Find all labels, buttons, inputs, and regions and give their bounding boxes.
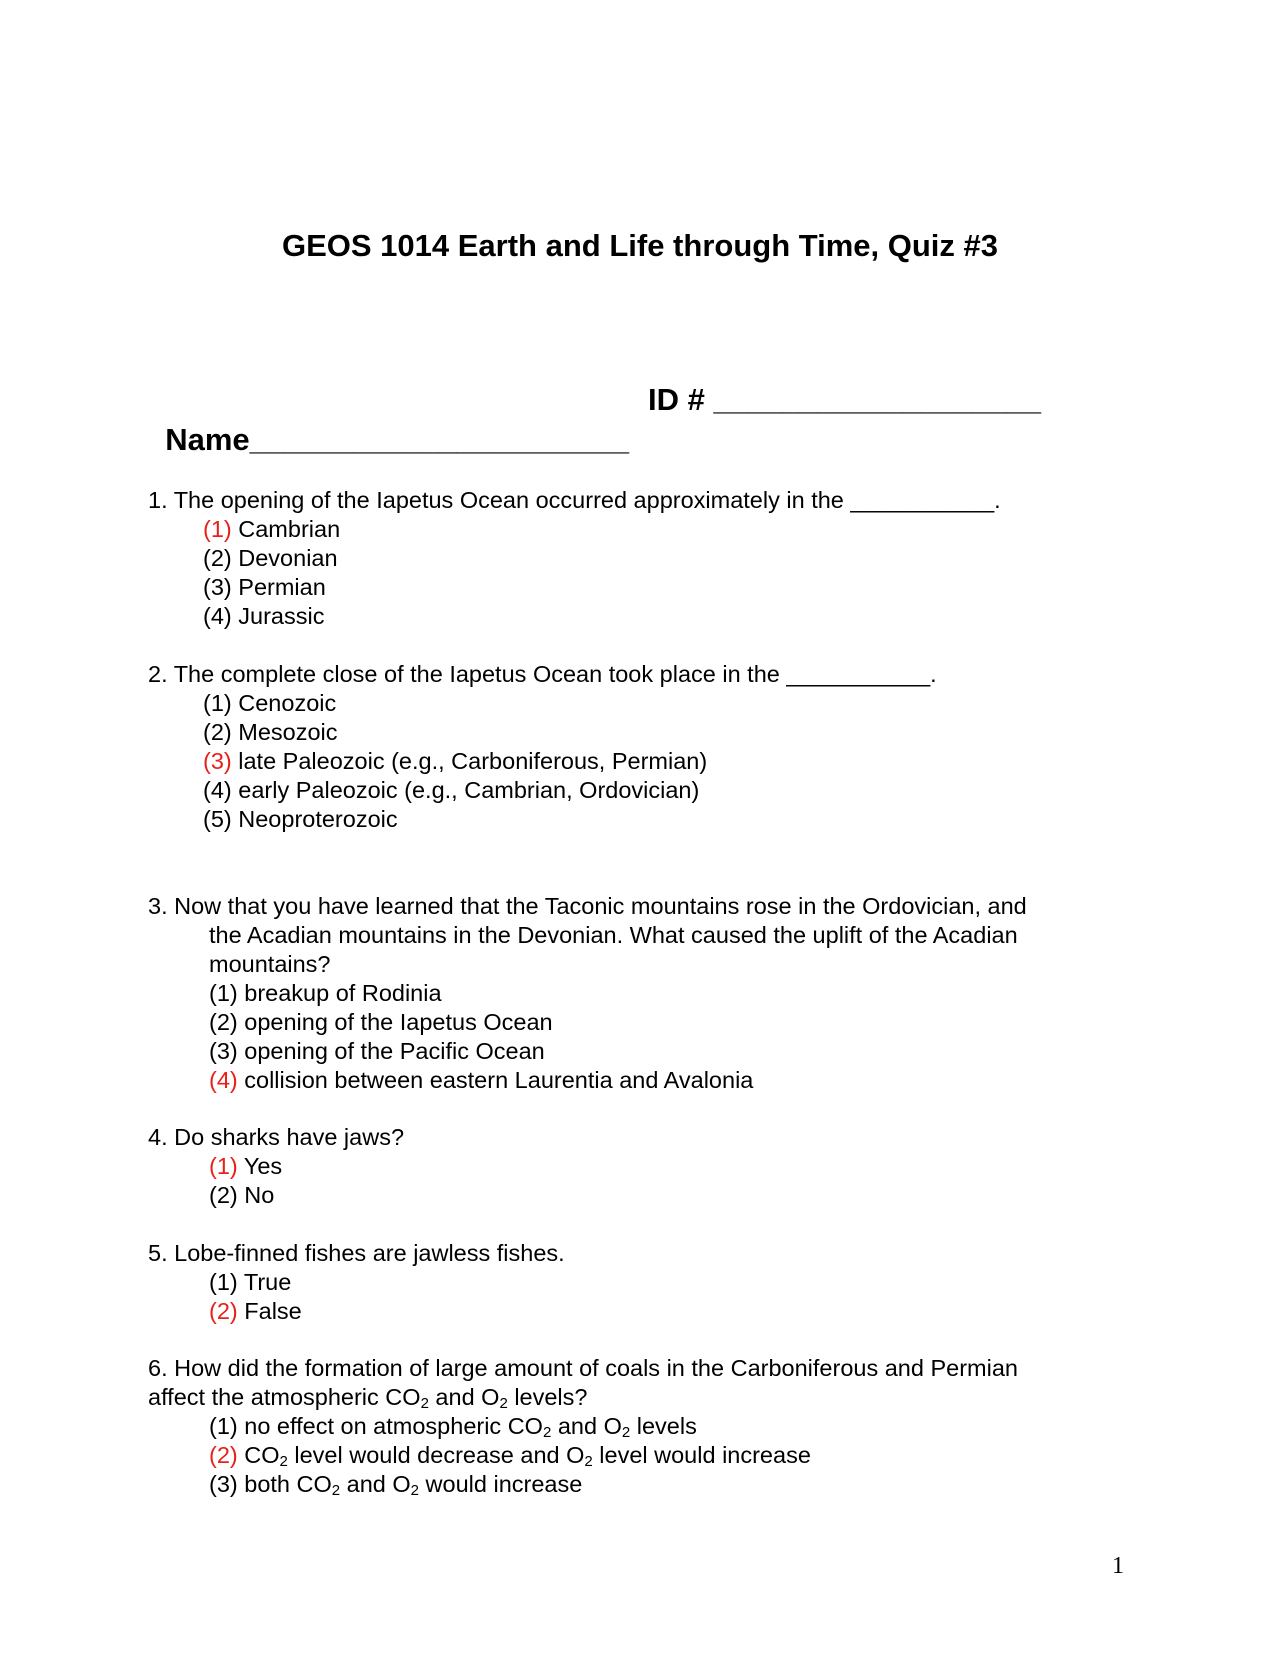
option-number: (3) xyxy=(203,748,232,774)
option-text: Cambrian xyxy=(231,516,341,542)
option xyxy=(148,718,1148,747)
option-number: (1) xyxy=(203,690,232,716)
option-text: Jurassic xyxy=(231,603,325,629)
question-4 xyxy=(148,1123,1148,1210)
question-stem: 4. Do sharks have jaws? xyxy=(148,1124,405,1150)
name-label: Name xyxy=(165,422,250,457)
option-number: (4) xyxy=(203,603,232,629)
option xyxy=(148,1181,1148,1210)
option xyxy=(148,747,1148,776)
option-text: late Paleozoic (e.g., Carboniferous, Permian) xyxy=(231,748,708,774)
question-stem: 6. How did the formation of large amount of coals in the Carboniferous and Permian xyxy=(148,1355,1018,1381)
option-number: (3) xyxy=(209,1471,238,1497)
question-stem-continuation: affect the atmospheric $CO_2$ and $O_2$ levels? xyxy=(148,1384,588,1412)
option-text: early Paleozoic (e.g., Cambrian, Ordovician) xyxy=(231,777,700,803)
option-text: Neoproterozoic xyxy=(231,806,398,832)
option-text: opening of the Pacific Ocean xyxy=(237,1038,545,1064)
option-number: (2) xyxy=(209,1298,238,1324)
page-number: 1 xyxy=(1112,1553,1124,1579)
option-text: True xyxy=(237,1269,292,1295)
question-6 xyxy=(148,1354,1148,1499)
option-number: (1) xyxy=(209,1269,238,1295)
option-text: No xyxy=(237,1182,275,1208)
option-number: (2) xyxy=(203,545,232,571)
option xyxy=(148,573,1148,602)
page-title: GEOS 1014 Earth and Life through Time, Quiz #3 xyxy=(281,228,999,263)
option xyxy=(148,1037,1148,1066)
option xyxy=(148,1152,1148,1181)
option xyxy=(148,1297,1148,1326)
question-3 xyxy=(148,892,1148,1095)
option xyxy=(148,1268,1148,1297)
question-5 xyxy=(148,1239,1148,1326)
option xyxy=(148,805,1148,834)
question-stem-continuation: the Acadian mountains in the Devonian. What caused the uplift of the Acadian xyxy=(209,922,1018,948)
option-text: Devonian xyxy=(231,545,338,571)
option xyxy=(148,776,1148,805)
option xyxy=(148,602,1148,631)
option-number: (1) xyxy=(209,1153,238,1179)
option-text: Mesozoic xyxy=(231,719,338,745)
option: (2) $CO_2$ level would decrease and $O_2$ level would increase xyxy=(209,1442,811,1470)
option xyxy=(148,515,1148,544)
option: (1) no effect on atmospheric $CO_2$ and $O_2$ levels xyxy=(209,1413,697,1441)
option-text: False xyxy=(237,1298,302,1324)
option-text: breakup of Rodinia xyxy=(237,980,442,1006)
option-number: (2) xyxy=(209,1182,238,1208)
id-label: ID # xyxy=(648,382,714,417)
option: (3) both $CO_2$ and $O_2$ would increase xyxy=(209,1471,583,1499)
option-number: (1) xyxy=(209,1413,238,1439)
option-number: (3) xyxy=(203,574,232,600)
option xyxy=(148,1066,1148,1095)
option-number: (1) xyxy=(203,516,232,542)
question-stem: 2. The complete close of the Iapetus Ocean took place in the ___________. xyxy=(148,661,937,687)
option xyxy=(148,1008,1148,1037)
option-text: Yes xyxy=(237,1153,283,1179)
option-number: (3) xyxy=(209,1038,238,1064)
id-blank[interactable]: ___________________ xyxy=(713,382,1042,417)
option-text: opening of the Iapetus Ocean xyxy=(237,1009,553,1035)
option xyxy=(148,544,1148,573)
option-number: (4) xyxy=(209,1067,238,1093)
option-number: (1) xyxy=(209,980,238,1006)
option-number: (2) xyxy=(209,1442,238,1468)
option xyxy=(148,979,1148,1008)
question-stem-continuation: mountains? xyxy=(209,951,331,977)
question-stem: 1. The opening of the Iapetus Ocean occurred approximately in the ___________. xyxy=(148,487,1001,513)
option-number: (5) xyxy=(203,806,232,832)
name-blank[interactable]: ______________________ xyxy=(249,422,629,457)
option-text: collision between eastern Laurentia and Avalonia xyxy=(237,1067,754,1093)
option-text: Cenozoic xyxy=(231,690,337,716)
question-stem: 5. Lobe-finned fishes are jawless fishes. xyxy=(148,1240,565,1266)
question-1 xyxy=(148,486,1148,631)
question-2 xyxy=(148,660,1148,834)
option-number: (2) xyxy=(209,1009,238,1035)
question-stem: 3. Now that you have learned that the Taconic mountains rose in the Ordovician, and xyxy=(148,893,1027,919)
option xyxy=(148,689,1148,718)
option-number: (2) xyxy=(203,719,232,745)
option-number: (4) xyxy=(203,777,232,803)
option-text: Permian xyxy=(231,574,326,600)
